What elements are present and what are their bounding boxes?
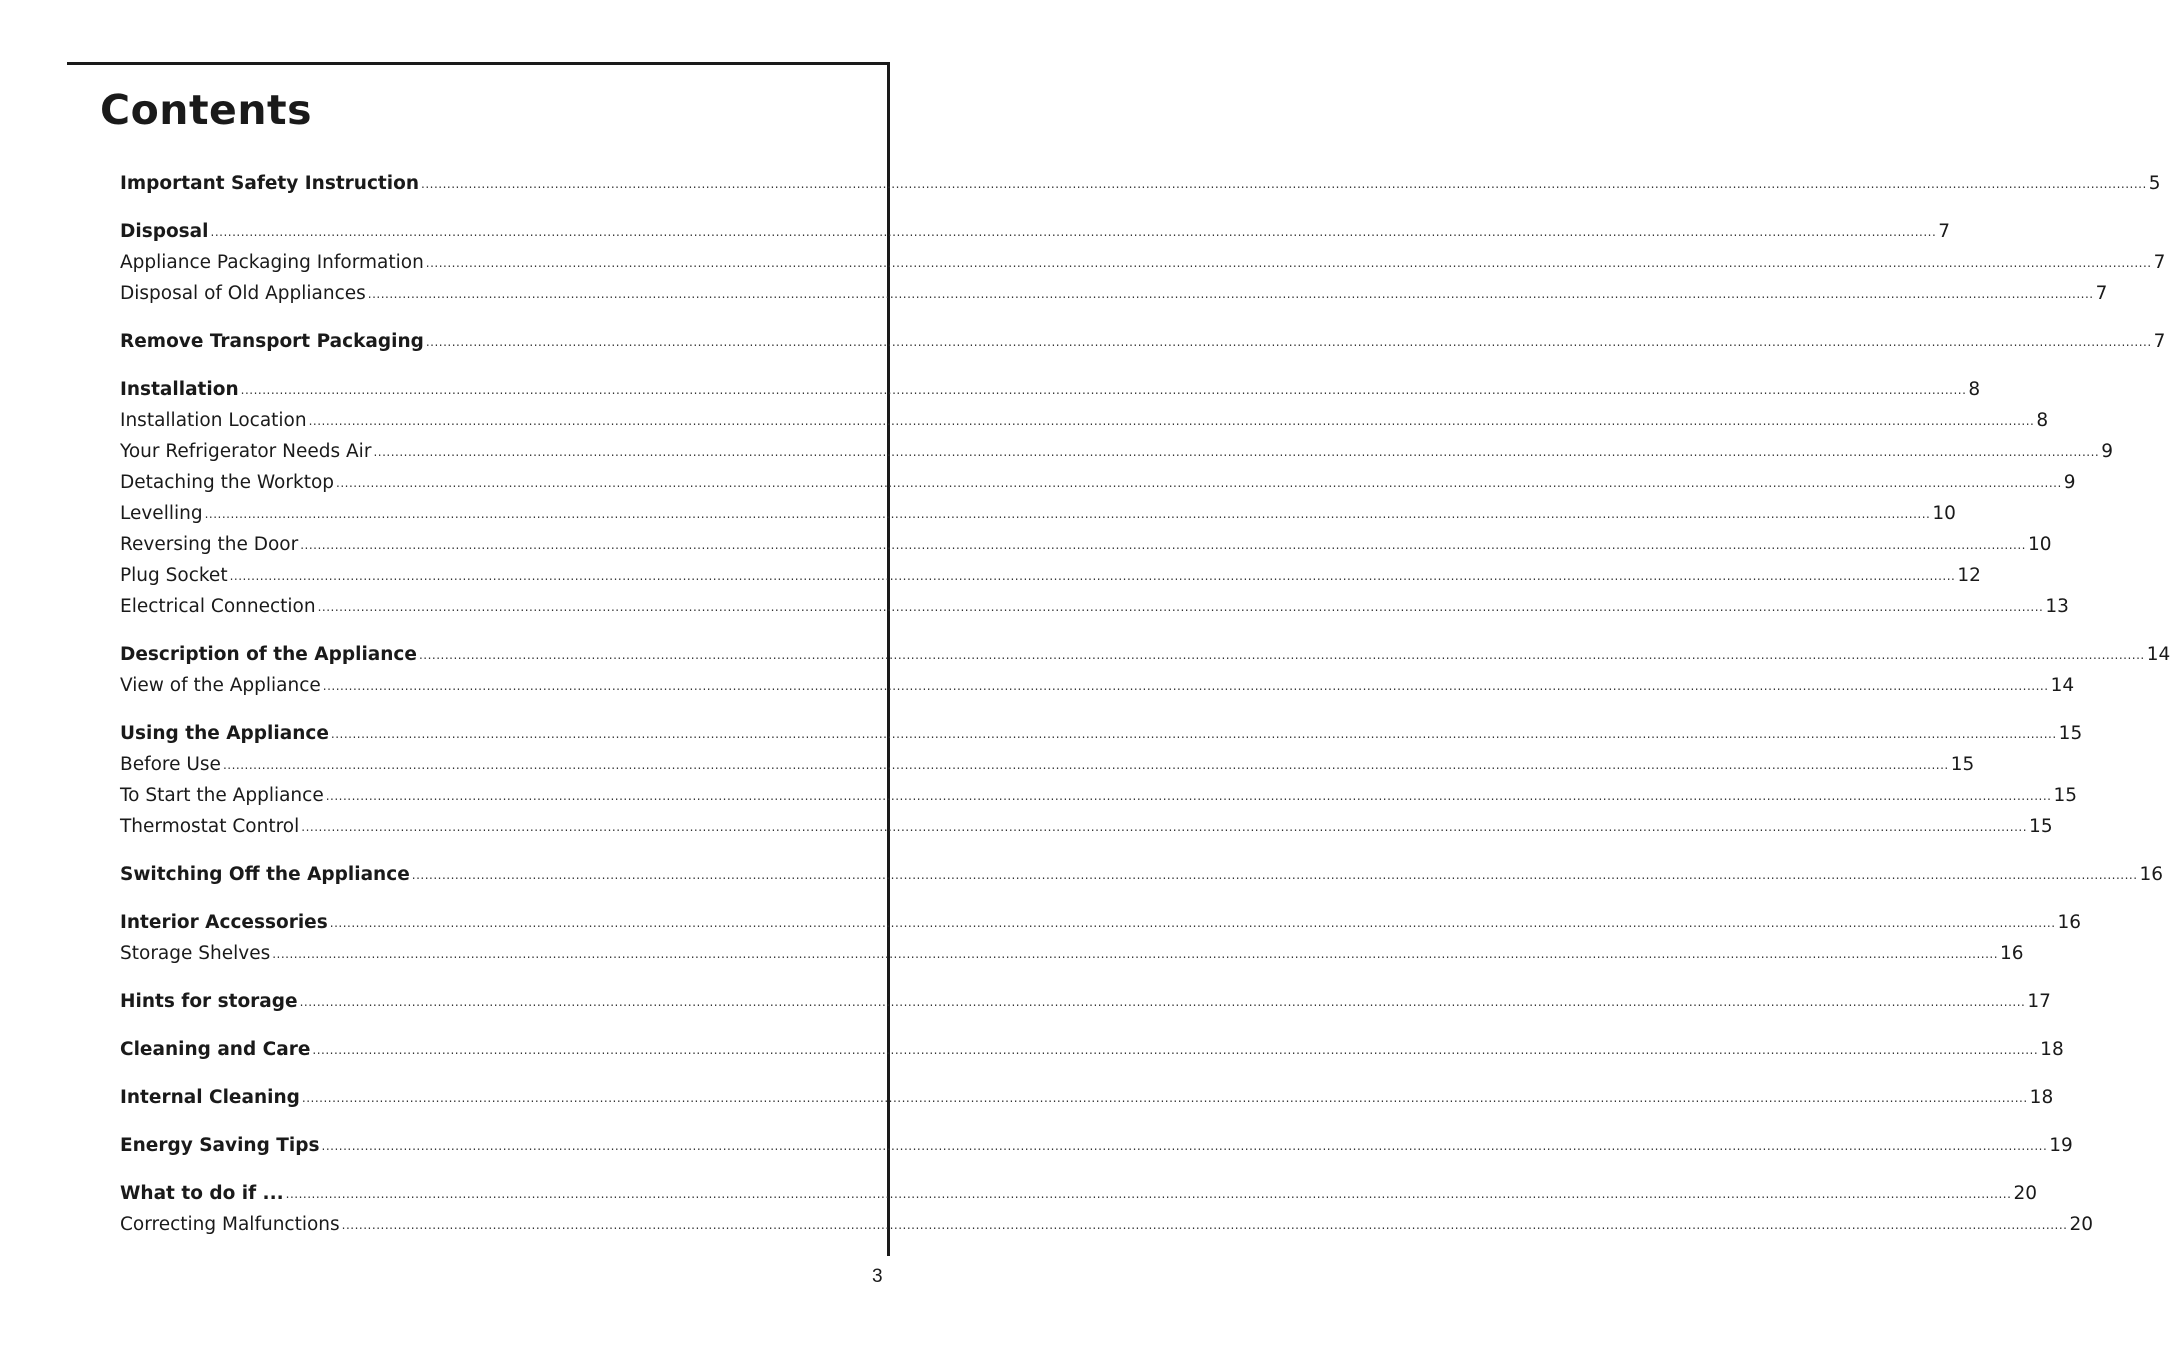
toc-entry-page: 15 bbox=[2058, 723, 2083, 744]
dot-leader: ................................................................................................................................................................................................................................................................................................................................................................................................................ bbox=[336, 476, 2062, 490]
dot-leader: ................................................................................................................................................................................................................................................................................................................................................................................................................ bbox=[425, 256, 2152, 270]
dot-leader: ................................................................................................................................................................................................................................................................................................................................................................................................................ bbox=[240, 383, 1967, 397]
toc-entry-page: 14 bbox=[2146, 644, 2170, 665]
frame-top-rule bbox=[67, 62, 890, 65]
toc-heading-entry bbox=[120, 1130, 2073, 1161]
toc-heading-entry bbox=[120, 859, 2164, 890]
toc-entry-label: Detaching the Worktop bbox=[120, 472, 335, 493]
toc-heading-entry bbox=[120, 1034, 2064, 1065]
toc-entry-label: Important Safety Instruction bbox=[120, 173, 419, 194]
toc-entry-label: Energy Saving Tips bbox=[120, 1135, 320, 1156]
toc-subentry bbox=[120, 938, 2024, 969]
toc-entry-label: Reversing the Door bbox=[120, 534, 299, 555]
toc-entry-label: Internal Cleaning bbox=[120, 1087, 300, 1108]
toc-entry-page: 20 bbox=[2069, 1214, 2093, 1235]
dot-leader: ................................................................................................................................................................................................................................................................................................................................................................................................................ bbox=[285, 1187, 2012, 1201]
toc-group bbox=[120, 326, 2166, 357]
toc-group bbox=[120, 718, 2083, 842]
toc-entry-page: 16 bbox=[2000, 943, 2024, 964]
toc-entry-label: Using the Appliance bbox=[120, 723, 329, 744]
toc-entry-label: Switching Off the Appliance bbox=[120, 864, 410, 885]
dot-leader: ................................................................................................................................................................................................................................................................................................................................................................................................................ bbox=[321, 1139, 2048, 1153]
toc-entry-label: Thermostat Control bbox=[120, 816, 300, 837]
toc-entry-page: 20 bbox=[2013, 1183, 2037, 1204]
toc-heading-entry bbox=[120, 1178, 2037, 1209]
toc-entry-page: 10 bbox=[2027, 534, 2052, 555]
toc-entry-label: To Start the Appliance bbox=[120, 785, 324, 806]
toc-subentry bbox=[120, 780, 2078, 811]
dot-leader: ................................................................................................................................................................................................................................................................................................................................................................................................................ bbox=[272, 947, 1999, 961]
dot-leader: ................................................................................................................................................................................................................................................................................................................................................................................................................ bbox=[222, 758, 1949, 772]
dot-leader: ................................................................................................................................................................................................................................................................................................................................................................................................................ bbox=[299, 995, 2026, 1009]
dot-leader: ................................................................................................................................................................................................................................................................................................................................................................................................................ bbox=[421, 177, 2147, 191]
dot-leader: ................................................................................................................................................................................................................................................................................................................................................................................................................ bbox=[322, 679, 2049, 693]
dot-leader: ................................................................................................................................................................................................................................................................................................................................................................................................................ bbox=[325, 789, 2052, 803]
table-of-contents bbox=[120, 168, 2170, 1257]
dot-leader: ................................................................................................................................................................................................................................................................................................................................................................................................................ bbox=[204, 507, 1931, 521]
toc-heading-entry bbox=[120, 326, 2166, 357]
toc-subentry bbox=[120, 811, 2053, 842]
toc-group bbox=[120, 374, 2113, 622]
toc-heading-entry bbox=[120, 1082, 2054, 1113]
dot-leader: ................................................................................................................................................................................................................................................................................................................................................................................................................ bbox=[308, 414, 2035, 428]
toc-entry-label: Levelling bbox=[120, 503, 203, 524]
toc-group bbox=[120, 907, 2082, 969]
dot-leader: ................................................................................................................................................................................................................................................................................................................................................................................................................ bbox=[341, 1218, 2068, 1232]
toc-entry-label: Correcting Malfunctions bbox=[120, 1214, 340, 1235]
toc-entry-page: 10 bbox=[1932, 503, 1956, 524]
toc-subentry bbox=[120, 498, 1956, 529]
toc-entry-label: Before Use bbox=[120, 754, 221, 775]
toc-heading-entry bbox=[120, 216, 1951, 247]
toc-entry-label: Plug Socket bbox=[120, 565, 228, 586]
toc-subentry bbox=[120, 529, 2052, 560]
toc-subentry bbox=[120, 560, 1981, 591]
toc-heading-entry bbox=[120, 718, 2083, 749]
toc-entry-page: 17 bbox=[2027, 991, 2051, 1012]
toc-entry-label: Your Refrigerator Needs Air bbox=[120, 441, 372, 462]
toc-entry-page: 7 bbox=[2095, 283, 2108, 304]
toc-subentry bbox=[120, 436, 2113, 467]
dot-leader: ................................................................................................................................................................................................................................................................................................................................................................................................................ bbox=[330, 727, 2057, 741]
toc-entry-page: 13 bbox=[2045, 596, 2069, 617]
toc-entry-page: 15 bbox=[1950, 754, 1975, 775]
dot-leader: ................................................................................................................................................................................................................................................................................................................................................................................................................ bbox=[300, 538, 2026, 552]
toc-subentry bbox=[120, 749, 1975, 780]
toc-entry-page: 19 bbox=[2049, 1135, 2073, 1156]
toc-subentry bbox=[120, 670, 2075, 701]
dot-leader: ................................................................................................................................................................................................................................................................................................................................................................................................................ bbox=[312, 1043, 2039, 1057]
toc-entry-page: 16 bbox=[2057, 912, 2082, 933]
toc-heading-entry bbox=[120, 986, 2051, 1017]
toc-subentry bbox=[120, 278, 2108, 309]
toc-entry-page: 15 bbox=[2029, 816, 2053, 837]
dot-leader: ................................................................................................................................................................................................................................................................................................................................................................................................................ bbox=[367, 287, 2094, 301]
toc-subentry bbox=[120, 1209, 2093, 1240]
toc-heading-entry bbox=[120, 168, 2161, 199]
dot-leader: ................................................................................................................................................................................................................................................................................................................................................................................................................ bbox=[329, 916, 2056, 930]
toc-entry-label: Remove Transport Packaging bbox=[120, 331, 424, 352]
toc-subentry bbox=[120, 591, 2069, 622]
toc-entry-label: View of the Appliance bbox=[120, 675, 321, 696]
dot-leader: ................................................................................................................................................................................................................................................................................................................................................................................................................ bbox=[210, 225, 1937, 239]
page-title: Contents bbox=[100, 86, 313, 134]
toc-entry-label: Electrical Connection bbox=[120, 596, 316, 617]
toc-entry-page: 14 bbox=[2050, 675, 2075, 696]
dot-leader: ................................................................................................................................................................................................................................................................................................................................................................................................................ bbox=[425, 335, 2152, 349]
toc-entry-label: Interior Accessories bbox=[120, 912, 328, 933]
toc-entry-label: Storage Shelves bbox=[120, 943, 271, 964]
toc-entry-label: Installation bbox=[120, 379, 239, 400]
toc-group bbox=[120, 216, 2166, 309]
toc-entry-label: What to do if ... bbox=[120, 1183, 284, 1204]
toc-entry-label: Installation Location bbox=[120, 410, 307, 431]
toc-entry-label: Cleaning and Care bbox=[120, 1039, 311, 1060]
toc-entry-label: Description of the Appliance bbox=[120, 644, 417, 665]
dot-leader: ................................................................................................................................................................................................................................................................................................................................................................................................................ bbox=[301, 1091, 2028, 1105]
toc-group bbox=[120, 986, 2051, 1017]
dot-leader: ................................................................................................................................................................................................................................................................................................................................................................................................................ bbox=[418, 648, 2145, 662]
toc-entry-page: 18 bbox=[2040, 1039, 2064, 1060]
toc-group bbox=[120, 168, 2161, 199]
toc-group bbox=[120, 639, 2170, 701]
dot-leader: ................................................................................................................................................................................................................................................................................................................................................................................................................ bbox=[373, 445, 2100, 459]
toc-entry-label: Disposal bbox=[120, 221, 209, 242]
toc-entry-page: 7 bbox=[2153, 252, 2166, 273]
toc-entry-page: 9 bbox=[2063, 472, 2076, 493]
toc-group bbox=[120, 1178, 2093, 1240]
toc-subentry bbox=[120, 405, 2049, 436]
toc-entry-page: 18 bbox=[2029, 1087, 2054, 1108]
toc-group bbox=[120, 1130, 2073, 1161]
toc-entry-page: 12 bbox=[1957, 565, 1981, 586]
toc-entry-label: Hints for storage bbox=[120, 991, 298, 1012]
toc-entry-page: 9 bbox=[2101, 441, 2113, 462]
toc-entry-page: 7 bbox=[2153, 331, 2166, 352]
dot-leader: ................................................................................................................................................................................................................................................................................................................................................................................................................ bbox=[411, 868, 2138, 882]
toc-subentry bbox=[120, 467, 2076, 498]
toc-group bbox=[120, 1082, 2054, 1113]
toc-entry-page: 7 bbox=[1938, 221, 1951, 242]
toc-entry-label: Appliance Packaging Information bbox=[120, 252, 424, 273]
toc-entry-page: 5 bbox=[2148, 173, 2161, 194]
dot-leader: ................................................................................................................................................................................................................................................................................................................................................................................................................ bbox=[301, 820, 2028, 834]
toc-entry-page: 16 bbox=[2139, 864, 2164, 885]
page-number: 3 bbox=[872, 1266, 883, 1287]
toc-entry-page: 8 bbox=[2036, 410, 2049, 431]
dot-leader: ................................................................................................................................................................................................................................................................................................................................................................................................................ bbox=[229, 569, 1956, 583]
toc-heading-entry bbox=[120, 374, 1981, 405]
toc-group bbox=[120, 859, 2164, 890]
toc-entry-page: 15 bbox=[2053, 785, 2078, 806]
toc-group bbox=[120, 1034, 2064, 1065]
dot-leader: ................................................................................................................................................................................................................................................................................................................................................................................................................ bbox=[317, 600, 2044, 614]
toc-heading-entry bbox=[120, 639, 2170, 670]
toc-subentry bbox=[120, 247, 2166, 278]
toc-entry-page: 8 bbox=[1968, 379, 1981, 400]
toc-heading-entry bbox=[120, 907, 2082, 938]
toc-entry-label: Disposal of Old Appliances bbox=[120, 283, 366, 304]
